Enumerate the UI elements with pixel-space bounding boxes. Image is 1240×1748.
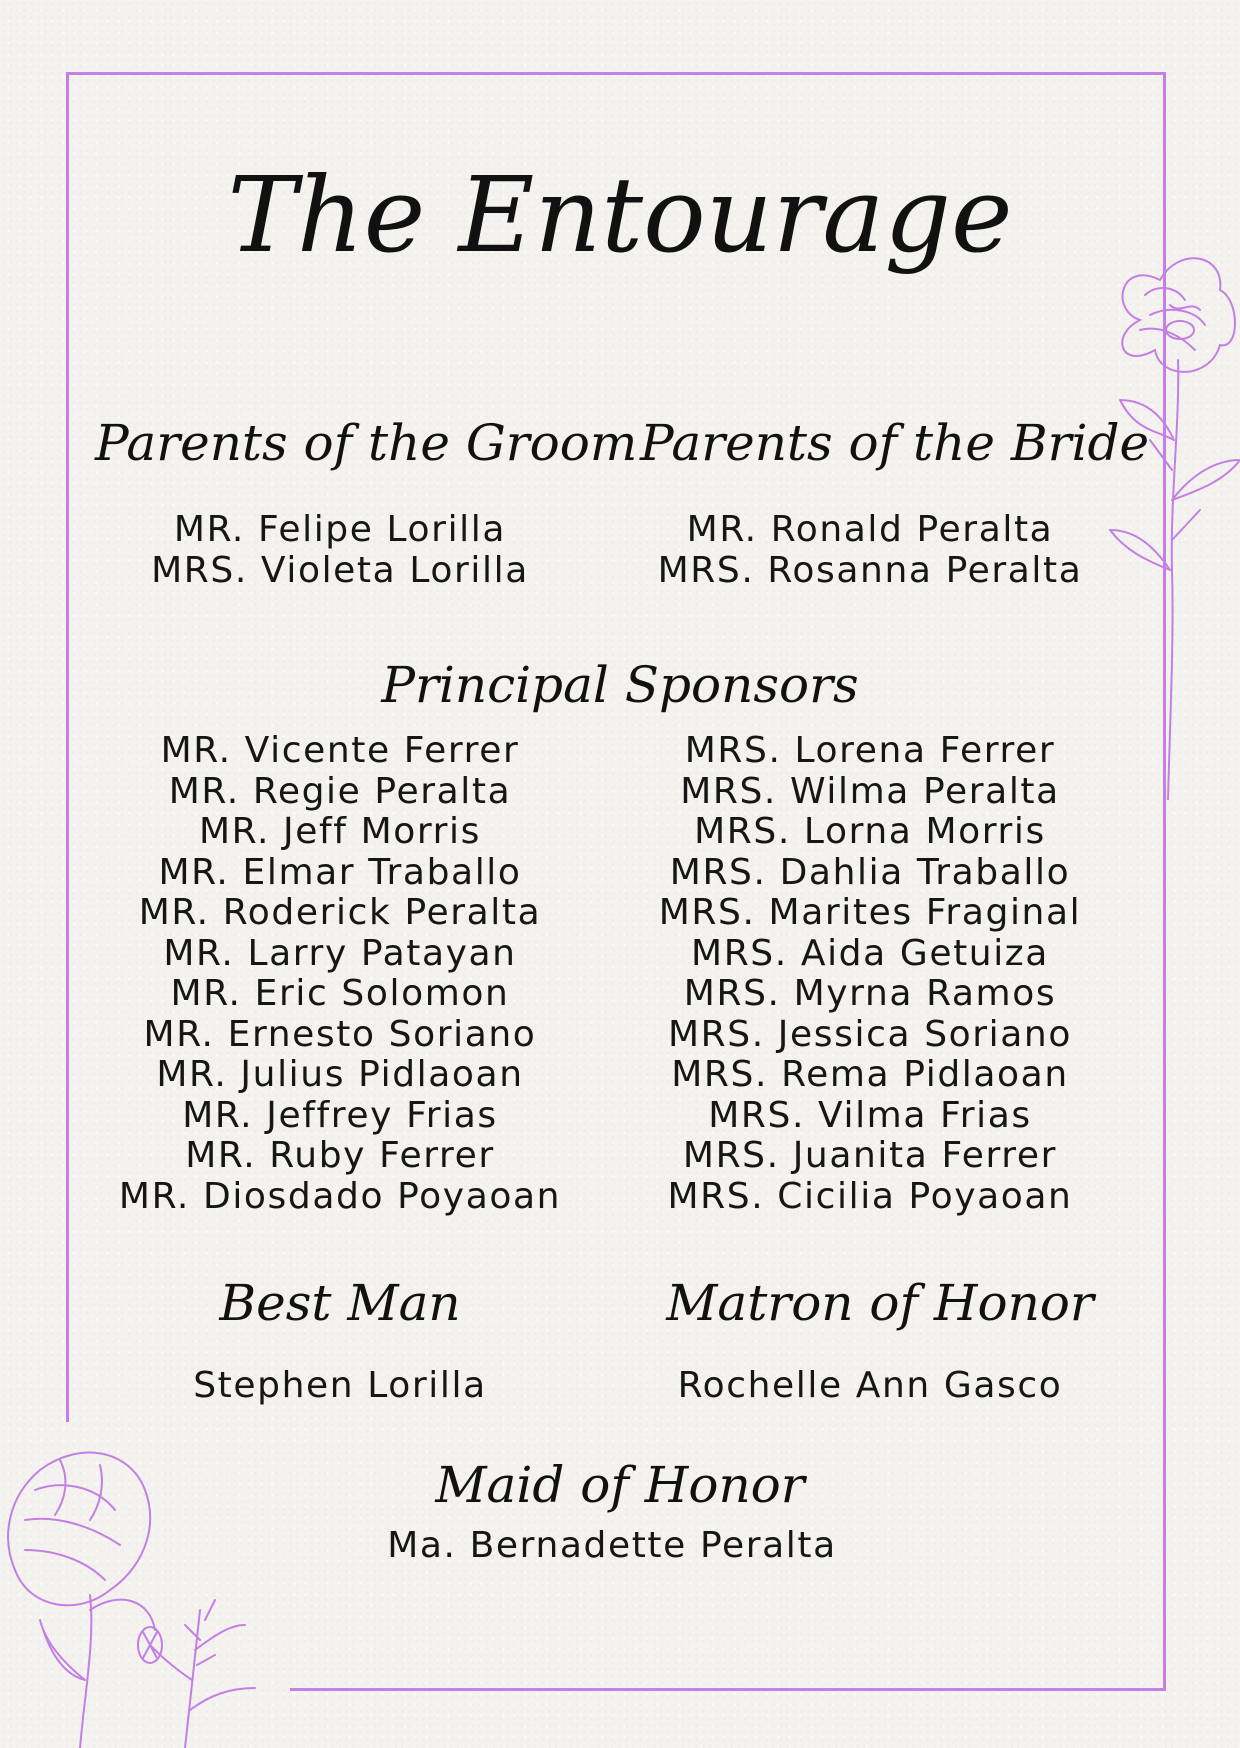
parents-groom-list xyxy=(95,510,585,591)
list-item: MRS. Rema Pidlaoan xyxy=(671,1054,1069,1095)
list-item: MRS. Marites Fraginal xyxy=(658,892,1082,933)
list-item: MR. Ernesto Soriano xyxy=(143,1013,537,1055)
list-item: MRS. Vilma Frias xyxy=(708,1094,1032,1136)
parents-groom-heading: Parents of the Groom xyxy=(95,414,638,472)
border-bottom xyxy=(290,1688,1166,1691)
maid-of-honor-heading: Maid of Honor xyxy=(435,1456,805,1514)
list-item: MR. Ruby Ferrer xyxy=(185,1135,495,1176)
list-item: MRS. Lorna Morris xyxy=(694,811,1046,852)
list-item: MRS. Rosanna Peralta xyxy=(657,549,1083,591)
best-man-heading: Best Man xyxy=(219,1274,461,1332)
list-item: MR. Larry Patayan xyxy=(163,932,517,974)
matron-of-honor-heading: Matron of Honor xyxy=(666,1274,1094,1332)
list-item: MR. Regie Peralta xyxy=(168,770,512,812)
list-item: MR. Felipe Lorilla xyxy=(173,509,507,550)
list-item: MRS. Violeta Lorilla xyxy=(151,549,529,591)
list-item: MRS. Aida Getuiza xyxy=(691,932,1049,974)
list-item: MRS. Myrna Ramos xyxy=(683,973,1057,1014)
page-title: The Entourage xyxy=(227,154,1013,276)
list-item: MRS. Cicilia Poyaoan xyxy=(667,1175,1073,1217)
parents-bride-heading: Parents of the Bride xyxy=(640,414,1150,472)
matron-of-honor-name: Rochelle Ann Gasco xyxy=(677,1365,1063,1406)
parents-bride-list xyxy=(630,510,1110,591)
best-man-name: Stephen Lorilla xyxy=(193,1365,487,1406)
list-item: MR. Elmar Traballo xyxy=(158,851,522,893)
list-item: MR. Ronald Peralta xyxy=(686,509,1054,550)
sponsors-women-list xyxy=(630,731,1110,1217)
list-item: MRS. Dahlia Traballo xyxy=(669,851,1071,893)
list-item: MR. Jeffrey Frias xyxy=(182,1094,498,1136)
list-item: MRS. Juanita Ferrer xyxy=(682,1135,1058,1176)
list-item: MRS. Wilma Peralta xyxy=(680,770,1060,812)
principal-sponsors-heading: Principal Sponsors xyxy=(381,656,859,714)
border-top xyxy=(66,72,1166,75)
maid-of-honor-name: Ma. Bernadette Peralta xyxy=(387,1525,837,1566)
sponsors-men-list xyxy=(95,731,585,1217)
list-item: MR. Jeff Morris xyxy=(198,811,482,852)
list-item: MR. Diosdado Poyaoan xyxy=(118,1175,562,1217)
list-item: MRS. Lorena Ferrer xyxy=(684,730,1056,771)
list-item: MR. Roderick Peralta xyxy=(138,892,542,933)
list-item: MR. Eric Solomon xyxy=(170,973,510,1014)
list-item: MRS. Jessica Soriano xyxy=(668,1013,1072,1055)
list-item: MR. Julius Pidlaoan xyxy=(156,1054,524,1095)
list-item: MR. Vicente Ferrer xyxy=(160,730,520,771)
